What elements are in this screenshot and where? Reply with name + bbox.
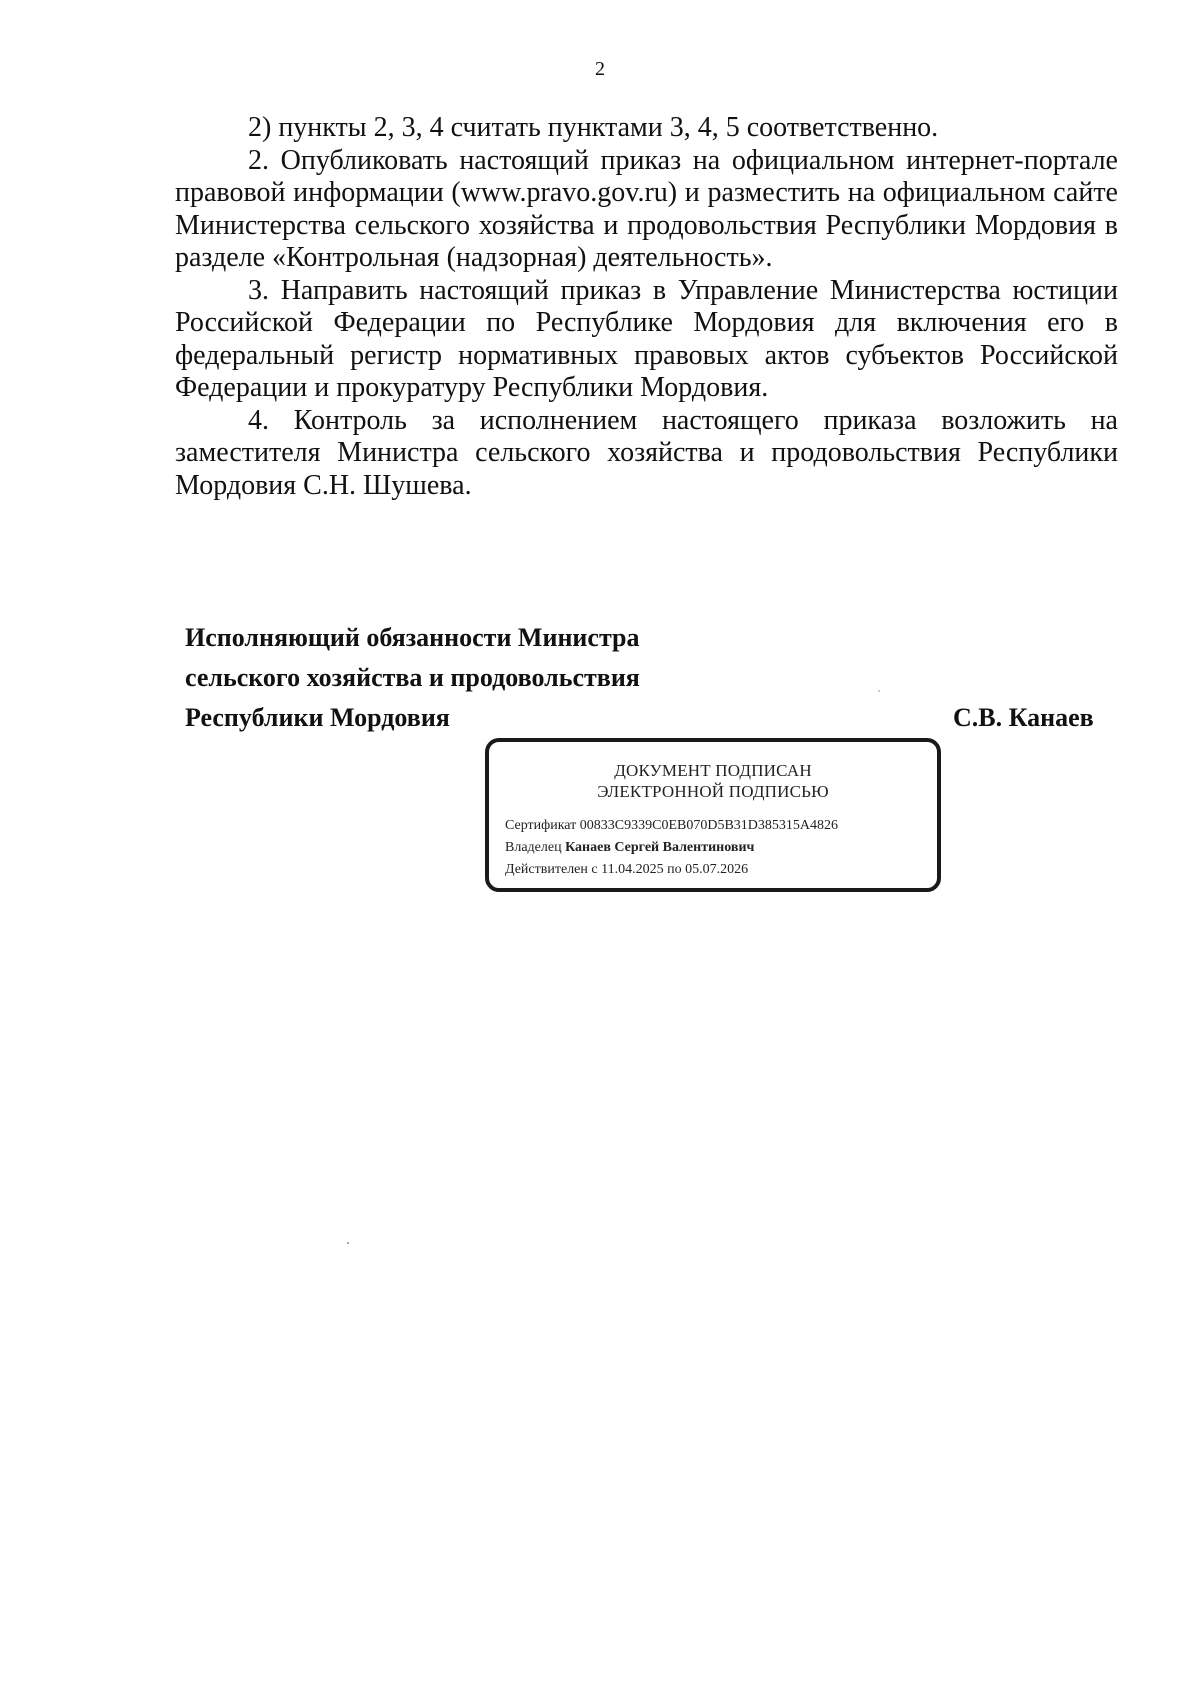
stamp-owner-value: Канаев Сергей Валентинович (565, 840, 755, 855)
stamp-details (505, 815, 937, 881)
document-body (175, 112, 1118, 502)
signatory-position-line-3: Республики Мордовия (185, 703, 450, 732)
stamp-title (489, 760, 937, 802)
stamp-validity-line (505, 859, 937, 881)
stamp-certificate-label: Сертификат (505, 818, 577, 833)
signatory-position-line-2: сельского хозяйства и продовольствия (185, 663, 640, 692)
stamp-validity-to: 05.07.2026 (685, 862, 749, 877)
paragraph-control: 4. Контроль за исполнением настоящего приказа возложить на заместителя Министра сельского хозяйства и продовольствия Республики Мордовия С.Н. Шушева. (175, 404, 1118, 501)
stamp-owner-label: Владелец (505, 840, 562, 855)
paragraph-send-to-justice: 3. Направить настоящий приказ в Управление Министерства юстиции Российской Федерации по Республике Мордовия для включения его в федеральный регистр нормативных правовых актов субъектов Российской Федерации и прокуратуру Республики Мордовия. (175, 274, 1118, 403)
stamp-certificate-value: 00833C9339C0EB070D5B31D385315A4826 (579, 818, 839, 833)
stamp-title-line-1: ДОКУМЕНТ ПОДПИСАН (614, 761, 812, 780)
paragraph-publish: 2. Опубликовать настоящий приказ на официальном интернет-портале правовой информации (www.pravo.gov.ru) и разместить на официальном сайте Министерства сельского хозяйства и продовольствия Республики Мордовия в разделе «Контрольная (надзорная) деятельность». (175, 144, 1118, 273)
stamp-validity-to-label: по (667, 862, 682, 877)
paragraph-item-2-renumber: 2) пункты 2, 3, 4 считать пунктами 3, 4, 5 соответственно. (248, 112, 939, 143)
stamp-title-line-2: ЭЛЕКТРОННОЙ ПОДПИСЬЮ (597, 782, 829, 801)
signer-name: С.В. Канаев (953, 703, 1094, 732)
stamp-certificate-line (505, 815, 937, 837)
electronic-signature-stamp (485, 738, 941, 892)
signatory-position-line-1: Исполняющий обязанности Министра (185, 623, 640, 652)
scan-speck (347, 1242, 349, 1244)
stamp-validity-from-label: Действителен с (505, 862, 598, 877)
scan-speck (878, 690, 880, 692)
signatory-position (185, 618, 640, 738)
page-number: 2 (595, 58, 605, 80)
stamp-validity-from: 11.04.2025 (601, 862, 664, 877)
stamp-owner-line (505, 837, 937, 859)
